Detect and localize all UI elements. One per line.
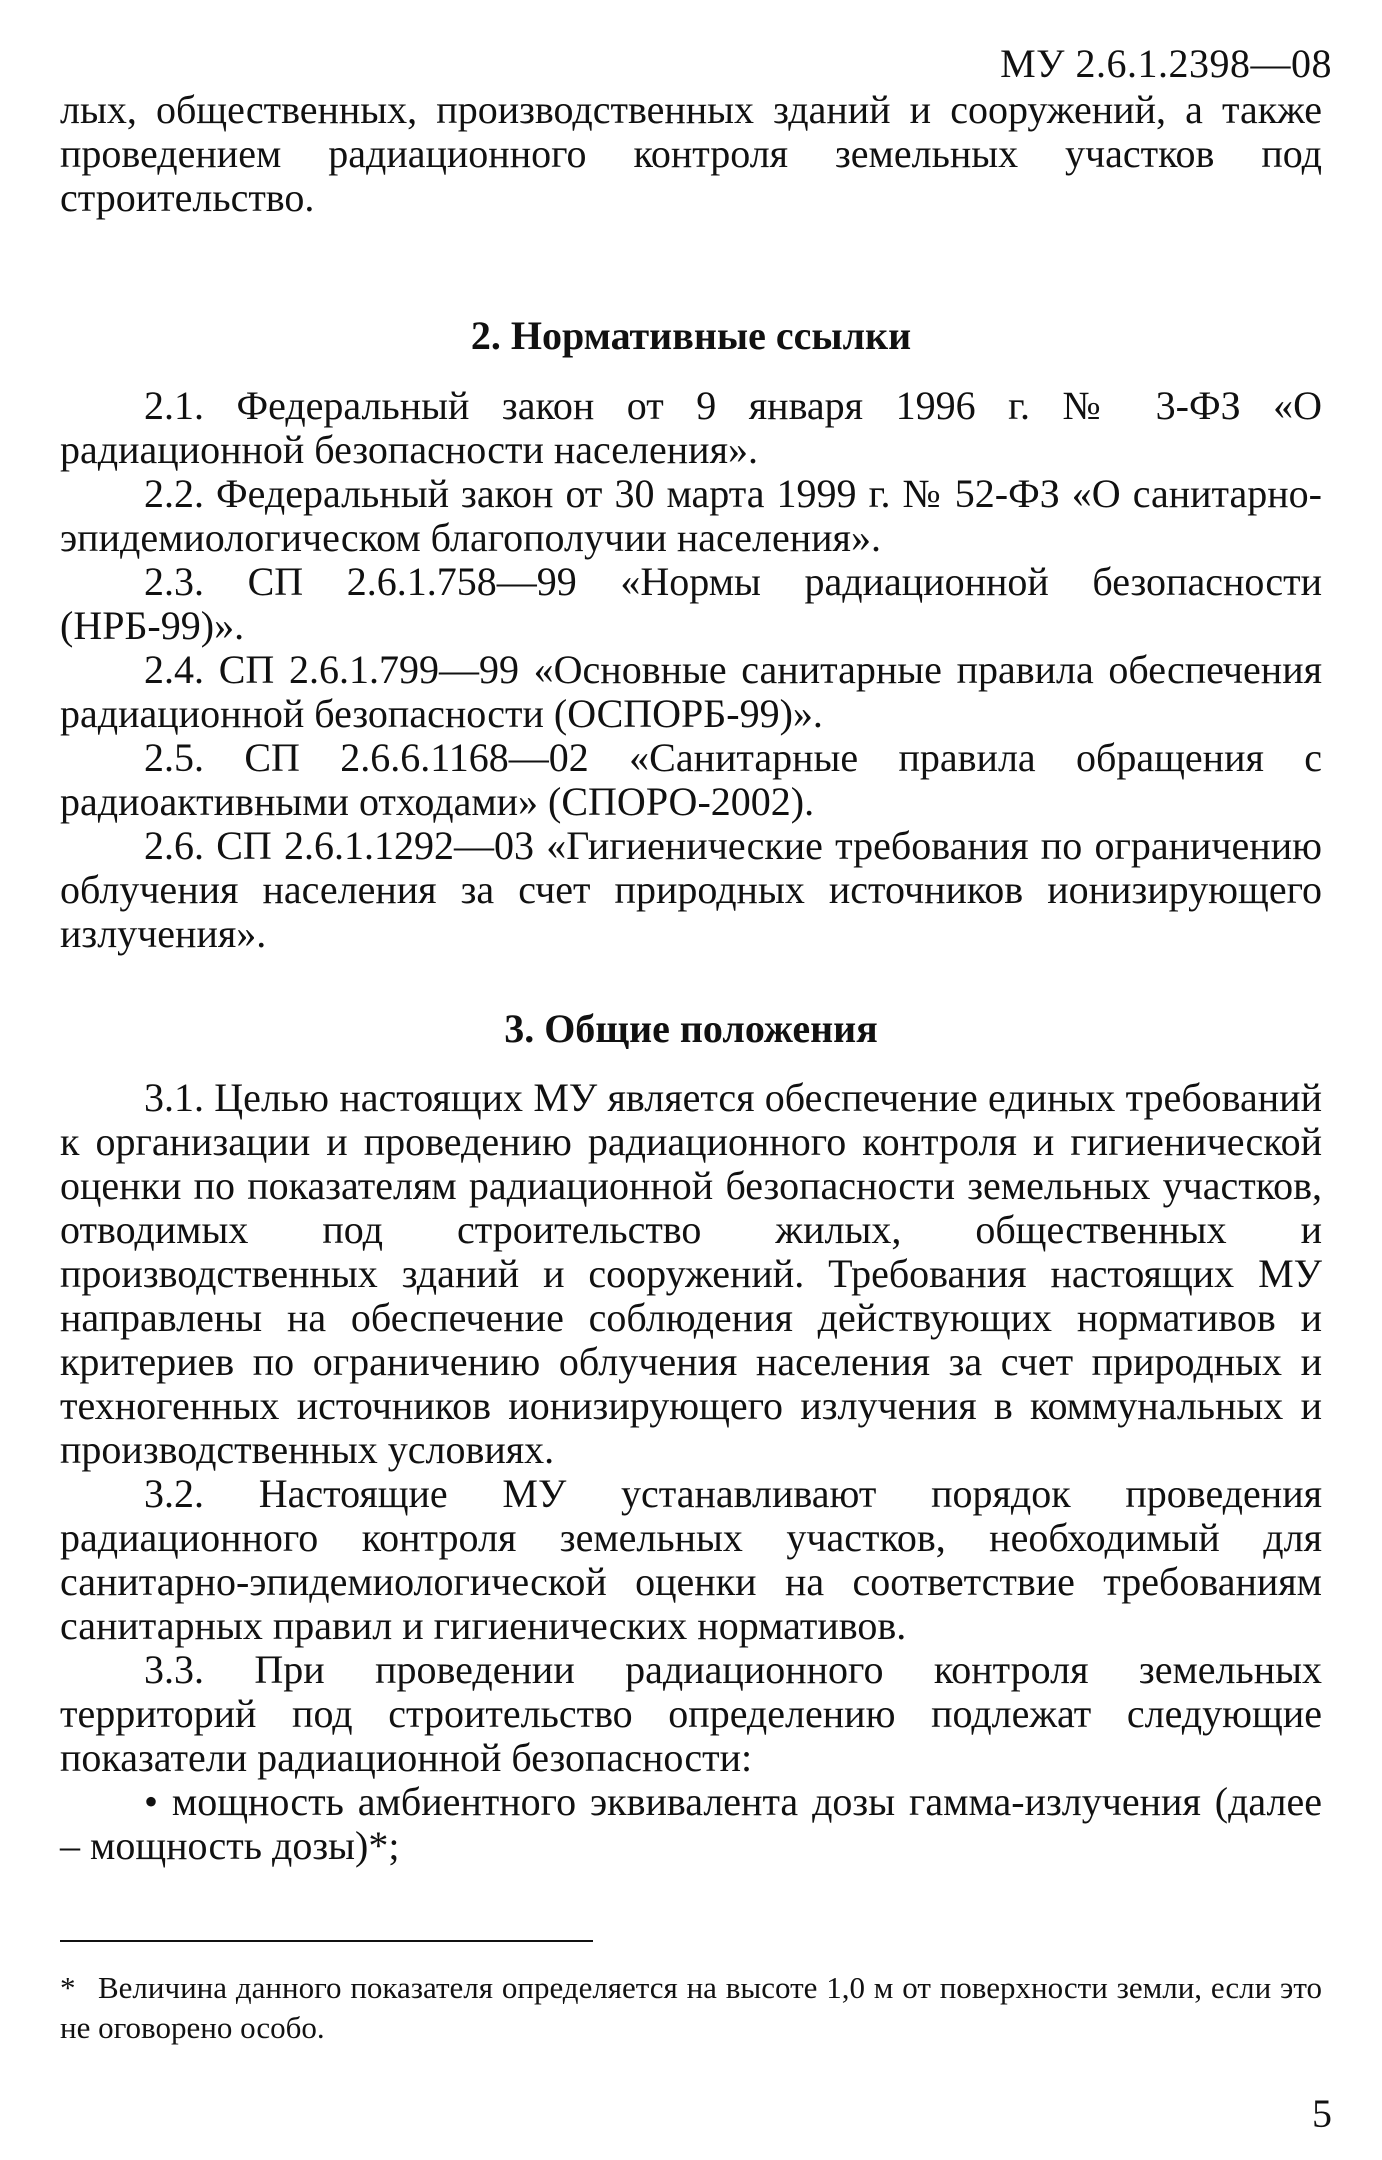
footnote-text: Величина данного показателя определяется на высоте 1,0 м от поверхности земли, если это не оговорено особо. xyxy=(60,1970,1322,2045)
provision-3-2: 3.2. Настоящие МУ устанавливают порядок проведения радиационного контроля земельных участков, необходимый для санитарно-эпидемиологической оценки на соответствие требованиям санитарных правил и гигиенических нормативов. xyxy=(60,1471,1322,1648)
ref-item-2-1: 2.1. Федеральный закон от 9 января 1996 г. № 3-ФЗ «О радиационной безопасности населения». xyxy=(60,383,1322,472)
document-code-header: МУ 2.6.1.2398—08 xyxy=(1000,41,1332,86)
ref-item-2-5: 2.5. СП 2.6.6.1168—02 «Санитарные правила обращения с радиоактивными отходами» (СПОРО-2002). xyxy=(60,735,1322,824)
intro-paragraph: лых, общественных, производственных зданий и сооружений, а также проведением радиационного контроля земельных участков под строительство. xyxy=(60,87,1322,220)
footnote-mark: * xyxy=(60,1970,76,2005)
ref-item-2-3: 2.3. СП 2.6.1.758—99 «Нормы радиационной безопасности (НРБ-99)». xyxy=(60,559,1322,648)
footnote-rule xyxy=(60,1940,593,1942)
section-3-title: 3. Общие положения xyxy=(504,1006,878,1051)
bullet-dose-rate: • мощность амбиентного эквивалента дозы гамма-излучения (далее – мощность дозы)*; xyxy=(60,1779,1322,1868)
section-3 xyxy=(60,1005,1322,1053)
section-2-title: 2. Нормативные ссылки xyxy=(470,313,912,358)
ref-item-2-2: 2.2. Федеральный закон от 30 марта 1999 г. № 52-ФЗ «О санитарно-эпидемиологическом благополучии населения». xyxy=(60,471,1322,560)
provision-3-1: 3.1. Целью настоящих МУ является обеспечение единых требований к организации и проведению радиационного контроля и гигиенической оценки по показателям радиационной безопасности земельных участков, отводимых под строительство жилых, общественных и производственных зданий и сооружений. Требования настоящих МУ направлены на обеспечение соблюдения действующих нормативов и критериев по ограничению облучения населения за счет природных и техногенных источников ионизирующего излучения в коммунальных и производственных условиях. xyxy=(60,1075,1322,1472)
ref-item-2-4: 2.4. СП 2.6.1.799—99 «Основные санитарные правила обеспечения радиационной безопасности (ОСПОРБ-99)». xyxy=(60,647,1322,736)
section-3-list xyxy=(60,1076,1322,1868)
intro-block xyxy=(60,88,1322,220)
section-2-list xyxy=(60,384,1322,956)
page-number: 5 xyxy=(1312,2091,1332,2136)
provision-3-3: 3.3. При проведении радиационного контроля земельных территорий под строительство определению подлежат следующие показатели радиационной безопасности: xyxy=(60,1647,1322,1780)
section-2 xyxy=(60,312,1322,360)
footnote xyxy=(60,1968,1322,2048)
ref-item-2-6: 2.6. СП 2.6.1.1292—03 «Гигиенические требования по ограничению облучения населения за счет природных источников ионизирующего излучения». xyxy=(60,823,1322,956)
